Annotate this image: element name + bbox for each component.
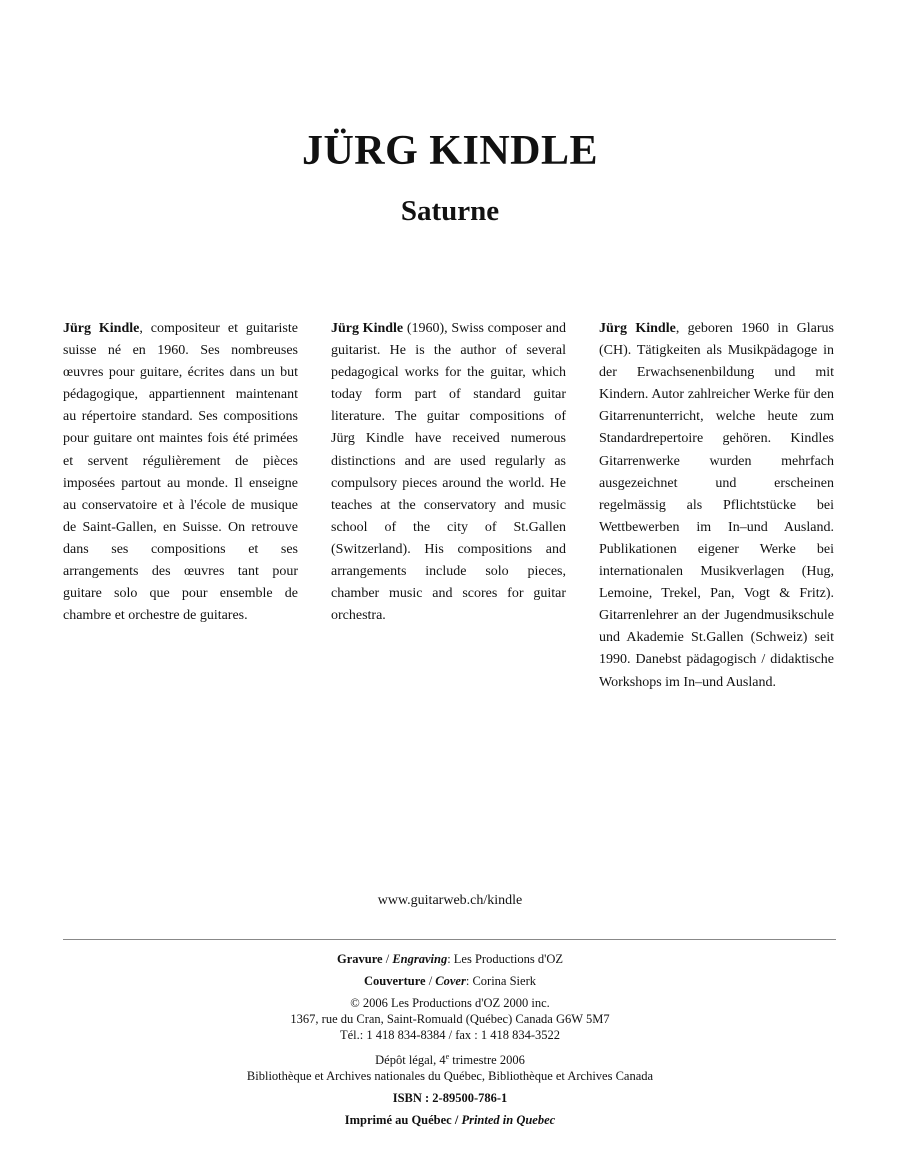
phone-line: Tél.: 1 418 834-8384 / fax : 1 418 834-3522 <box>339 1028 561 1042</box>
cover-label-fr: Couverture <box>364 974 426 988</box>
printed-line <box>0 1112 900 1128</box>
bio-french <box>63 318 298 627</box>
bio-english <box>331 318 566 627</box>
bio-english-text: (1960), Swiss composer and guitarist. He is the author of several pedagogical works for the guitar, which today form part of standard guitar literature. The guitar compositions of Jürg Kindle have received numerous distinctions and are used regularly as compulsory pieces around the world. He teaches at the conservatory and music school of the city of St.Gallen (Switzerland). His compositions and arrangements include solo pieces, chamber music and scores for guitar orchestra. <box>331 321 566 624</box>
isbn-line <box>0 1090 900 1106</box>
legal-deposit-prefix: Dépôt légal, 4 <box>375 1053 446 1068</box>
page-title: JÜRG KINDLE <box>301 128 599 174</box>
divider <box>63 939 836 940</box>
bio-french-text: , compositeur et guitariste suisse né en 1960. Ses nombreuses œuvres pour guitare, écrites dans un but pédagogique, appartiennent maintenant au répertoire standard. Ses compositions pour guitare ont maintes fois été primées et servent régulièrement de pièces imposées partout au monde. Il enseigne au conservatoire et à l'école de musique de Saint-Gallen, en Suisse. On retrouve dans ses compositions et ses arrangements des œuvres tant pour guitare solo que pour ensemble de chambre et orchestre de guitares. <box>63 321 298 624</box>
bio-french-name: Jürg Kindle <box>63 321 140 336</box>
colophon <box>0 951 900 1128</box>
bio-german-text: , geboren 1960 in Glarus (CH). Tätigkeiten als Musikpädagoge in der Erwachsenenbildung und mit Kindern. Autor zahlreicher Werke für den Gitarrenunterricht, welche heute zum Standardrepertoire gehören. Kindles Gitarrenwerke wurden mehrfach ausgezeichnet und erscheinen regelmässig als Pflichtstücke bei Wettbewerben im In–und Ausland. Publikationen eigener Werke bei internationalen Musikverlagen (Hug, Lemoine, Trekel, Pan, Vogt & Fritz). Gitarrenlehrer an der Jugendmusikschule und Akademie St.Gallen (Schweiz) seit 1990. Danebst pädagogisch / didaktische Workshops im In–und Ausland. <box>599 321 834 690</box>
work-title: Saturne <box>400 195 500 227</box>
cover-separator: / <box>425 974 436 988</box>
address-line: 1367, rue du Cran, Saint-Romuald (Québec) Canada G6W 5M7 <box>290 1012 610 1026</box>
legal-deposit-line <box>0 1049 900 1068</box>
engraving-value: : Les Productions d'OZ <box>447 952 563 966</box>
bio-german-name: Jürg Kindle <box>599 321 676 336</box>
printed-fr: Imprimé au Québec <box>344 1113 452 1128</box>
legal-deposit-sup: e <box>445 1052 450 1061</box>
printed-separator: / <box>451 1113 462 1128</box>
copyright-line: © 2006 Les Productions d'OZ 2000 inc. <box>350 996 550 1010</box>
engraving-label-en: Engraving <box>392 952 448 966</box>
engraving-label-fr: Gravure <box>336 952 383 966</box>
libraries-line: Bibliothèque et Archives nationales du Québec, Bibliothèque et Archives Canada <box>246 1069 654 1084</box>
cover-value: : Corina Sierk <box>465 974 536 988</box>
bio-english-name: Jürg Kindle <box>331 321 404 336</box>
engraving-separator: / <box>382 952 393 966</box>
engraving-credit <box>0 951 900 967</box>
website-link[interactable]: www.guitarweb.ch/kindle <box>377 893 523 908</box>
cover-credit <box>0 973 900 989</box>
isbn-value: ISBN : 2-89500-786-1 <box>392 1091 508 1106</box>
bio-german <box>599 318 834 694</box>
legal-deposit-suffix: trimestre 2006 <box>449 1053 525 1068</box>
printed-en: Printed in Quebec <box>461 1113 556 1128</box>
cover-label-en: Cover <box>435 974 466 988</box>
